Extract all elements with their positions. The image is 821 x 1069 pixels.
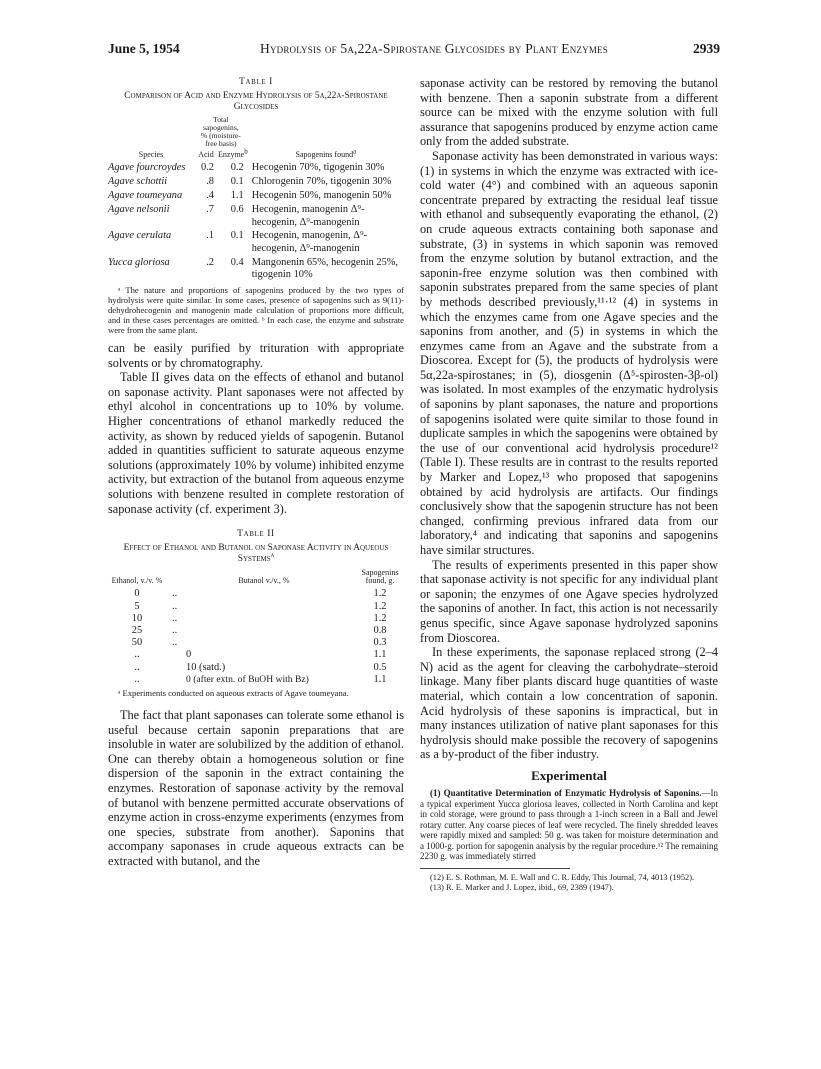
table-row: Agave nelsonii .7 0.6 Hecogenin, manogenin Δ⁹-hecogenin, Δ⁹-manogenin bbox=[108, 204, 365, 228]
table-row: Agave toumeyana .4 1.1 Hecogenin 50%, manogenin 50% bbox=[108, 190, 392, 202]
table-row: Agave schottii .8 0.1 Chlorogenin 70%, tigogenin 30% bbox=[108, 176, 392, 188]
table1-col-group: Total sapogenins, % (moisture-free basis) bbox=[200, 115, 241, 149]
table-row: .. 10 (satd.) 0.5 bbox=[134, 661, 387, 673]
left-paragraph-3: The fact that plant saponases can tolerate some ethanol is useful because certain saponin preparations that are insoluble in water are solubilized by the addition of ethanol. One can thereby obtain a homogeneous solution or fine dispersion of the saponin in the extract containing the enzymes. Restoration of saponase activity by the removal of butanol with benzene permitted accurate observations of enzyme action in cross-enzyme experiments (enzymes from one species, substrate from another). Saponins that accompany saponases in crude aqueous extracts can be extracted with butanol, and the bbox=[108, 708, 404, 868]
right-paragraph-3: The results of experiments presented in this paper show that saponase activity is not specific for any individual plant or saponin; the enzymes of one Agave species hydrolyzed the saponins of another. In fact, this action is not necessarily genus specific, since Agave saponase hydrolyzed saponins from Dioscorea. bbox=[420, 557, 718, 645]
left-paragraph-1: can be easily purified by trituration with appropriate solvents or by chromatography. bbox=[108, 341, 404, 370]
left-column bbox=[108, 76, 404, 869]
table2-footnote: ᵃ Experiments conducted on aqueous extracts of Agave toumeyana. bbox=[118, 688, 349, 699]
reference-12: (12) E. S. Rothman, M. E. Wall and C. R. Eddy, This Journal, 74, 4013 (1952). bbox=[430, 873, 695, 883]
page-number: 2939 bbox=[693, 41, 720, 56]
table2-col-butanol: Butanol v./v., % bbox=[238, 576, 290, 585]
table1-footnote: ᵃ The nature and proportions of sapogenins produced by the two types of hydrolysis were quite similar. In some cases, presence of sapogenins such as 9(11)-dehydrohecogenin and manogenin made calculation of proportions more difficult, and in these cases percentages are omitted. ᵇ In each case, the enzyme and substrate were from the same plant. bbox=[108, 285, 404, 336]
issue-date: June 5, 1954 bbox=[108, 41, 180, 56]
table1-col-enzyme: Enzyme$^b$ bbox=[218, 147, 248, 160]
right-paragraph-2: Saponase activity has been demonstrated in various ways: (1) in systems in which the enzyme was extracted with ice-cold water (4°) and combined with an aqueous saponin concentrate prepared by extracting the residual leaf tissue with ethanol and subsequently evaporating the ethanol, (2) on crude aqueous extracts containing both saponase and substrate, (3) in systems in which saponin was removed from the enzyme solution by butanol extraction, and the saponin-free enzyme solution was then combined with saponin substrates prepared from the same species of plant by methods described previously,¹¹·¹² (4) in systems in which the enzymes came from one Agave species and the saponins from another, and (5) in systems in which the enzymes came from an Agave and the substrate from a Dioscorea. Except for (5), the products of hydrolysis were 5α,22a-spirostanes; in (5), diosgenin (Δ⁵-spirosten-3β-ol) was isolated. In most examples of the enzymatic hydrolysis of saponins by plant saponases, the nature and proportions of sapogenins isolated were quite similar to those found in duplicate samples in which the sapogenins were obtained by the use of our conventional acid hydrolysis procedure¹² (Table I). These results are in contrast to the results reported by Marker and Lopez,¹³ who proposed that sapogenins obtained by acid hydrolysis are artifacts. Our findings conclusively show that the sapogenin structure has not been changed, confirming previous infrared data from our laboratory,⁴ and indicating that saponins and sapogenins have similar structures. bbox=[420, 148, 718, 557]
table2-label: Table II bbox=[237, 528, 275, 540]
right-paragraph-4: In these experiments, the saponase replaced strong (2–4 N) acid as the agent for cleaving the carbohydrate–steroid linkage. Many fiber plants discard huge quantities of waste material, which contain a low concentration of saponin. Acid hydrolysis of these saponins is impractical, but in many instances utilization of native plant saponases for this hydrolysis should make possible the recovery of sapogenins as a by-product of the fiber industry. bbox=[420, 645, 718, 762]
table-row: Agave cerulata .1 0.1 Hecogenin, manogenin, Δ⁹-hecogenin, Δ⁹-manogenin bbox=[108, 230, 368, 254]
page-header bbox=[108, 41, 720, 59]
table-row: 10 .. 1.2 bbox=[131, 612, 387, 624]
table1-col-acid: Acid bbox=[198, 150, 214, 160]
table-row: Yucca gloriosa .2 0.4 Mangonenin 65%, hecogenin 25%, tigogenin 10% bbox=[108, 256, 399, 281]
table2-title: Effect of Ethanol and Butanol on Saponase Activity in Aqueous Systems$^a$ bbox=[123, 543, 389, 565]
table-row: 5 .. 1.2 bbox=[134, 600, 387, 612]
experimental-subtitle: (1) Quantitative Determination of Enzymatic Hydrolysis of Saponins. bbox=[430, 787, 702, 798]
table-row: Agave fourcroydes 0.2 0.2 Hecogenin 70%, tigogenin 30% bbox=[108, 162, 385, 174]
table1 bbox=[108, 116, 404, 283]
table2 bbox=[108, 569, 404, 686]
table2-col-sapogenins: Sapogenins found, g. bbox=[361, 567, 399, 585]
table1-label: Table I bbox=[239, 76, 273, 87]
right-paragraph-1: saponase activity can be restored by removing the butanol with benzene. Then a saponin substrate from a different source can be mixed with the enzyme solution with full assurance that sapogenins produced by enzyme action came only from the added substrate. bbox=[420, 76, 718, 149]
left-paragraph-2: Table II gives data on the effects of ethanol and butanol on saponase activity. Plant saponases were not affected by ethyl alcohol in concentrations up to 10% by volume. Higher concentrations of ethanol markedly reduced the activity, as shown by reduced yields of sapogenin. Butanol added in quantities sufficient to saturate aqueous enzyme solutions (approximately 10% by volume) inhibited enzyme activity, but extraction of the butanol from aqueous enzyme solutions with benzene resulted in complete restoration of saponase activity (cf. experiment 3). bbox=[108, 370, 404, 516]
table-row: 25 .. 0.8 bbox=[131, 625, 387, 637]
table-row: 0 .. 1.2 bbox=[134, 588, 387, 600]
right-column bbox=[420, 76, 718, 893]
references-divider bbox=[420, 868, 570, 869]
table1-title: Comparison of Acid and Enzyme Hydrolysis of 5α,22a-Spirostane Glycosides bbox=[124, 91, 388, 113]
table-row: .. 0 (after extn. of BuOH with Bz) 1.1 bbox=[134, 673, 387, 685]
experimental-heading: Experimental bbox=[531, 767, 607, 783]
table-row: 50 .. 0.3 bbox=[131, 637, 387, 649]
table1-col-sapogenins: Sapogenins found$^a$ bbox=[295, 147, 357, 160]
experimental-paragraph bbox=[420, 788, 718, 862]
experimental-text: —In a typical experiment Yucca gloriosa leaves, collected in North Carolina and kept in cold storage, were ground to pass through a 1-inch screen in a Ball and Jewel rotary cutter. Any coarse pieces of leaf were recycled. The finely shredded leaves were rapidly mixed and sampled: 50 g. was taken for moisture determination and a 1000-g. portion for sapogenin analysis by the regular procedure.¹² The remaining 2230 g. was immediately stirred bbox=[420, 787, 718, 862]
table2-col-ethanol: Ethanol, v./v. % bbox=[111, 576, 163, 585]
table1-col-species: Species bbox=[138, 150, 164, 160]
reference-13: (13) R. E. Marker and J. Lopez, ibid., 69, 2389 (1947). bbox=[430, 883, 614, 893]
running-title: Hydrolysis of 5α,22a-Spirostane Glycosides by Plant Enzymes bbox=[260, 41, 608, 56]
table-row: .. 0 1.1 bbox=[134, 649, 387, 661]
